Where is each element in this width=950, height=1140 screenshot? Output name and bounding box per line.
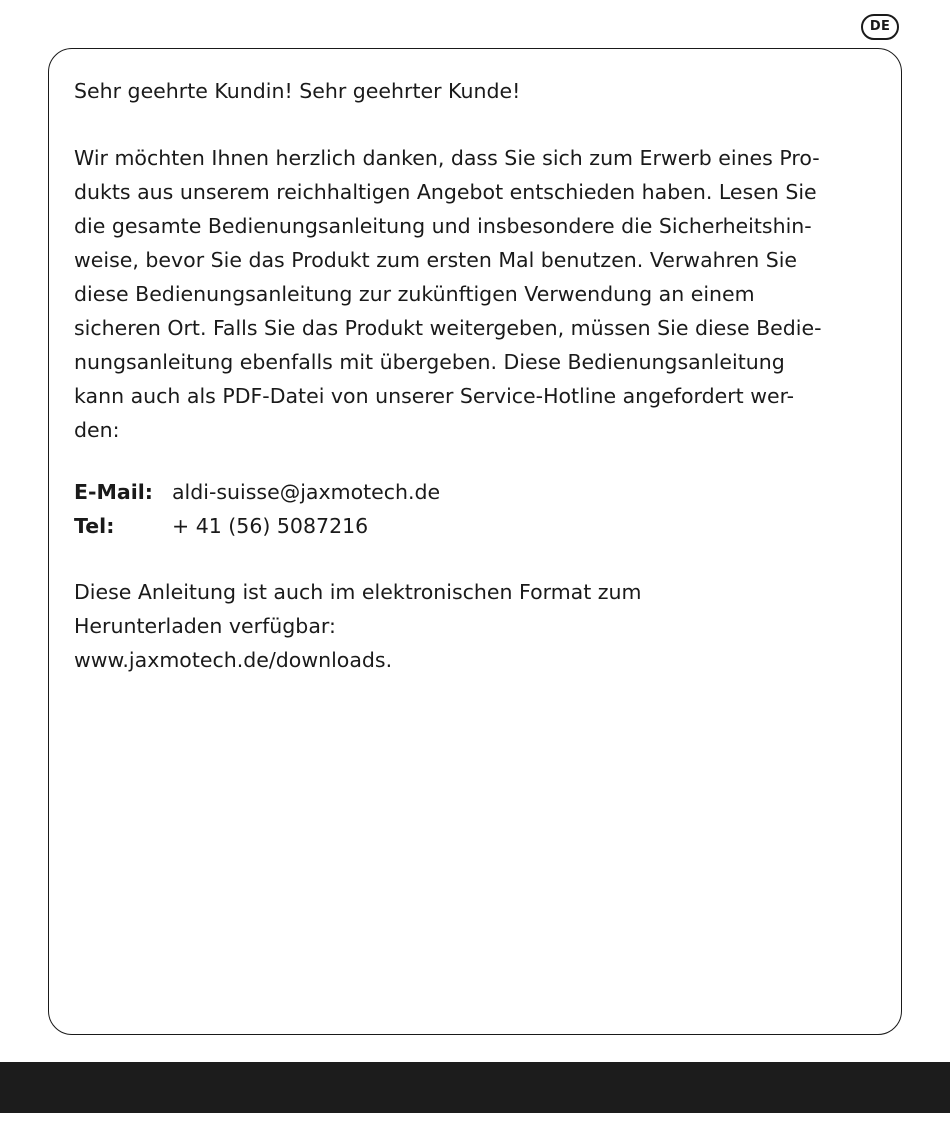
download-paragraph xyxy=(74,575,874,677)
intro-line: den: xyxy=(74,418,120,442)
intro-paragraph xyxy=(74,141,874,447)
download-url[interactable]: www.jaxmotech.de/downloads. xyxy=(74,648,393,672)
intro-line: nungsanleitung ebenfalls mit übergeben. Diese Bedienungsanleitung xyxy=(74,350,785,374)
footer-bar xyxy=(0,1062,950,1113)
download-line: Herunterladen verfügbar: xyxy=(74,614,336,638)
tel-row xyxy=(74,509,440,543)
greeting: Sehr geehrte Kundin! Sehr geehrter Kunde! xyxy=(74,79,521,103)
intro-line: die gesamte Bedienungsanleitung und insbesondere die Sicherheitshin- xyxy=(74,214,812,238)
intro-line: dukts aus unserem reichhaltigen Angebot entschieden haben. Lesen Sie xyxy=(74,180,817,204)
intro-line: Wir möchten Ihnen herzlich danken, dass Sie sich zum Erwerb eines Pro- xyxy=(74,146,820,170)
download-line: Diese Anleitung ist auch im elektronischen Format zum xyxy=(74,580,642,604)
email-address[interactable]: aldi-suisse@jaxmotech.de xyxy=(172,480,441,504)
intro-line: diese Bedienungsanleitung zur zukünftigen Verwendung an einem xyxy=(74,282,755,306)
tel-label: Tel: xyxy=(74,514,115,538)
intro-line: weise, bevor Sie das Produkt zum ersten Mal benutzen. Verwahren Sie xyxy=(74,248,798,272)
email-label: E-Mail: xyxy=(74,480,153,504)
contact-block xyxy=(74,475,440,543)
language-badge: DE xyxy=(861,14,899,40)
intro-line: sicheren Ort. Falls Sie das Produkt weitergeben, müssen Sie diese Bedie- xyxy=(74,316,822,340)
tel-number[interactable]: + 41 (56) 5087216 xyxy=(172,514,369,538)
intro-line: kann auch als PDF-Datei von unserer Service-Hotline angefordert wer- xyxy=(74,384,795,408)
email-row xyxy=(74,475,440,509)
